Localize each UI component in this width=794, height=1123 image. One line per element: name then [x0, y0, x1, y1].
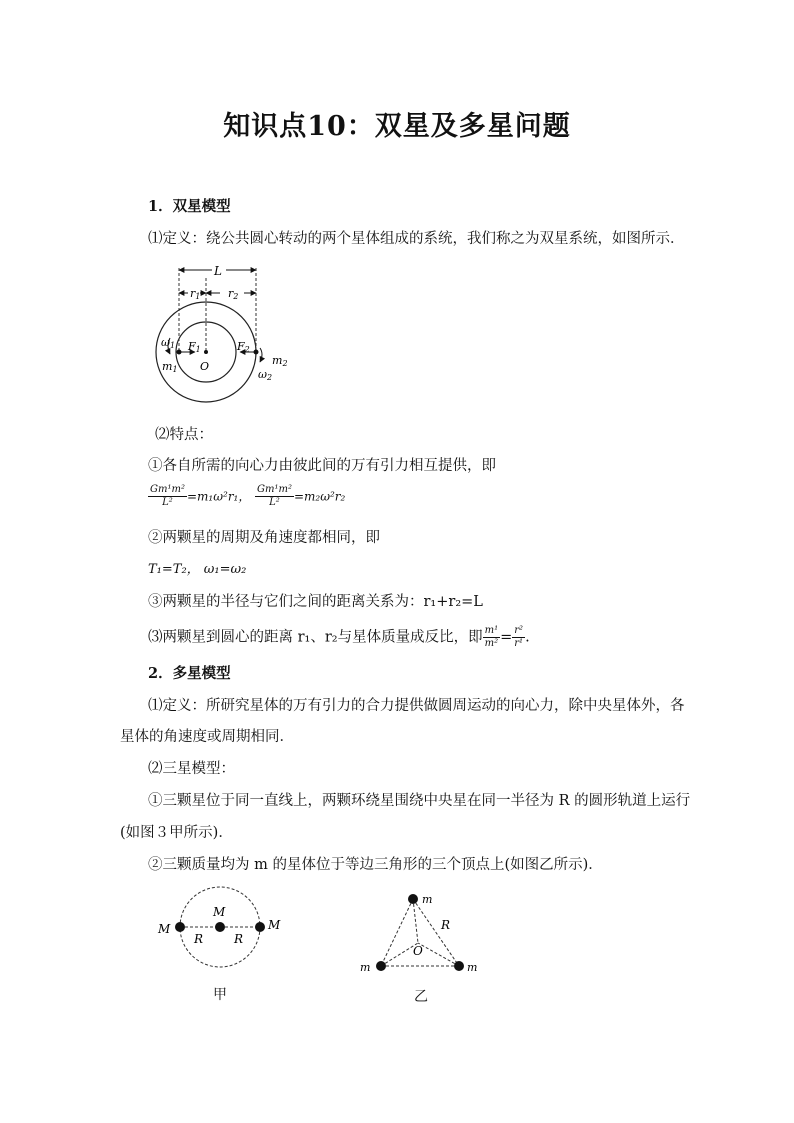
- svg-text:r1: [190, 287, 200, 301]
- label-r1: r: [190, 287, 196, 300]
- f4-end: .: [525, 629, 530, 646]
- triangle-three-star-diagram: [355, 885, 495, 980]
- figA-M-left: M: [158, 922, 171, 936]
- label-omega1-sub: 1: [169, 341, 176, 350]
- three-star-1-line-2: (如图３甲所示)．: [120, 825, 233, 841]
- figB-caption: 乙: [414, 989, 428, 1005]
- binary-star-diagram: [148, 258, 308, 418]
- svg-text:ω2: [258, 368, 272, 382]
- feature-1: ①各自所需的向心力由彼此间的万有引力相互提供，即: [148, 458, 496, 474]
- figB-m-top: m: [422, 893, 433, 906]
- section-1-heading: 1．双星模型: [148, 198, 231, 215]
- equation-1: [148, 484, 345, 509]
- svg-text:m2: [272, 354, 288, 368]
- eq2-denominator: L²: [269, 497, 280, 508]
- multi-def-line-1: ⑴定义：所研究星体的万有引力的合力提供做圆周运动的向心力，除中央星体外，各: [148, 698, 685, 714]
- label-r2-sub: 2: [233, 292, 239, 301]
- multi-def-line-2: 星体的角速度或周期相同．: [120, 729, 294, 745]
- f4-num2: r²: [514, 625, 524, 636]
- figA-R-1: R: [194, 932, 204, 946]
- three-star-1-line-1: ①三颗星位于同一直线上，两颗环绕星围绕中央星在同一半径为 R 的圆形轨道上运行: [148, 793, 691, 809]
- figB-m-right: m: [467, 961, 478, 974]
- feature-4: [148, 625, 530, 650]
- label-O: O: [200, 360, 210, 373]
- f4-den2: r¹: [514, 638, 524, 649]
- f4-den1: m²: [484, 638, 499, 649]
- label-m1-sub: 1: [172, 365, 178, 374]
- label-m2-sub: 2: [282, 359, 288, 368]
- figA-caption: 甲: [213, 987, 227, 1003]
- figB-R: R: [441, 918, 451, 932]
- label-F1: F: [188, 340, 196, 353]
- label-F2-sub: 2: [244, 345, 250, 354]
- three-star-heading: ⑵三星模型：: [148, 761, 235, 777]
- label-F2: F: [237, 340, 245, 353]
- figA-M-right: M: [268, 918, 281, 932]
- eq1-numerator: Gm¹m²: [150, 484, 185, 495]
- label-omega2: ω: [258, 368, 267, 381]
- eq1-denominator: L²: [162, 497, 173, 508]
- linear-three-star-diagram: [150, 885, 290, 975]
- svg-text:r2: [228, 287, 238, 301]
- figB-O: O: [413, 944, 423, 958]
- svg-text:F1: [187, 340, 201, 354]
- label-omega2-sub: 2: [266, 373, 273, 382]
- figA-R-2: R: [234, 932, 244, 946]
- label-r1-sub: 1: [195, 292, 201, 301]
- eq1-rhs: =m₁ω²r₁，: [186, 489, 251, 504]
- feature-2: ②两颗星的周期及角速度都相同，即: [148, 530, 380, 546]
- eq2-numerator: Gm¹m²: [256, 484, 292, 495]
- svg-text:ω1: [161, 336, 175, 350]
- figA-M-center: M: [213, 905, 226, 919]
- equation-3: T₁=T₂， ω₁=ω₂: [148, 562, 247, 577]
- label-r2: r: [228, 287, 234, 300]
- three-star-2: ②三颗质量均为 m 的星体位于等边三角形的三个顶点上(如图乙所示)．: [148, 857, 603, 873]
- svg-text:F2: [236, 340, 250, 354]
- f4-equals: =: [500, 629, 513, 646]
- eq2-rhs: =m₂ω²r₂: [293, 489, 346, 504]
- binary-definition: ⑴定义：绕公共圆心转动的两个星体组成的系统，我们称之为双星系统，如图所示．: [148, 231, 685, 247]
- label-L: L: [214, 264, 222, 278]
- svg-text:m1: [162, 360, 178, 374]
- label-omega1: ω: [161, 336, 170, 349]
- feature-4-text: ⑶两颗星到圆心的距离 r₁、r₂与星体质量成反比，即: [148, 629, 483, 646]
- label-F1-sub: 1: [195, 345, 201, 354]
- label-m1: m: [162, 360, 173, 373]
- section-2-heading: 2．多星模型: [148, 665, 231, 682]
- f4-num1: m¹: [484, 625, 499, 636]
- figB-m-left: m: [360, 961, 371, 974]
- page-title: 知识点10：双星及多星问题: [223, 111, 571, 142]
- feature-3: ③两颗星的半径与它们之间的距离关系为：r₁+r₂=L: [148, 594, 483, 610]
- label-m2: m: [272, 354, 283, 367]
- features-heading: ⑵特点：: [155, 427, 213, 443]
